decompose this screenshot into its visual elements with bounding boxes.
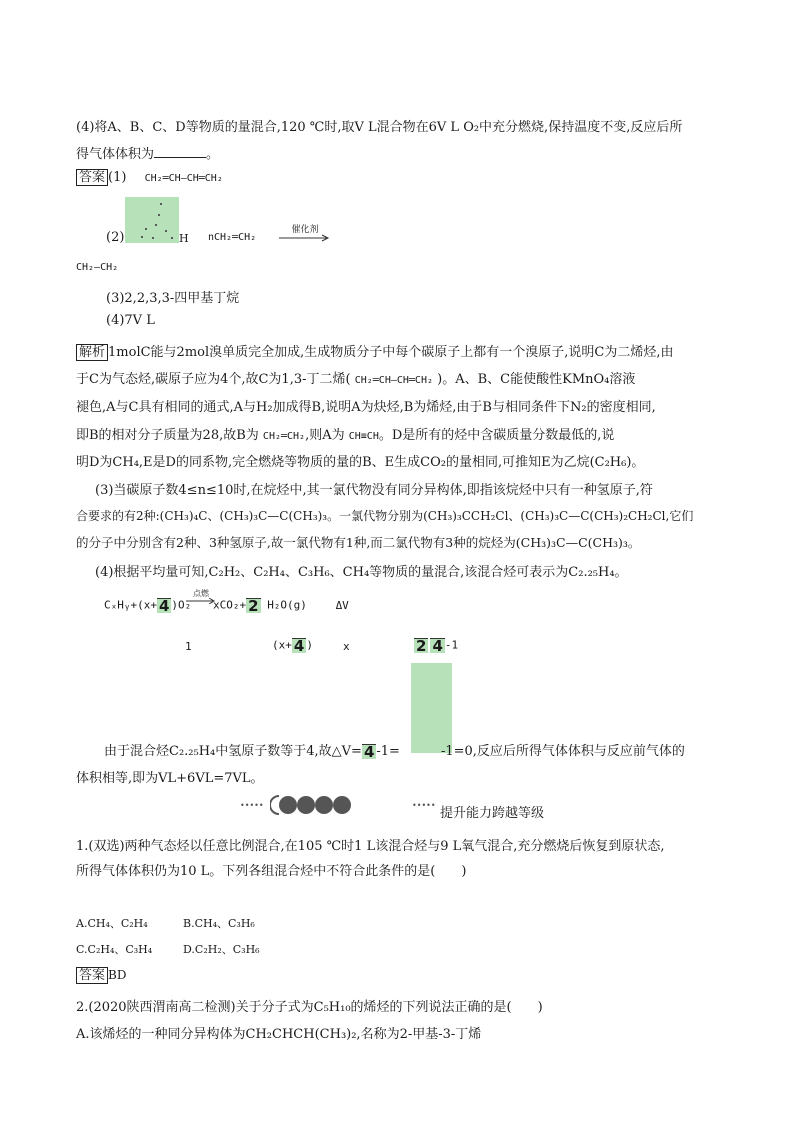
answer-2-product: CH₂—CH₂ <box>76 262 119 273</box>
q1-option-c[interactable]: C.C₂H₄、C₃H₄ <box>76 943 153 956</box>
q4-line1: (4)将A、B、C、D等物质的量混合,120 ℃时,取V L混合物在6V L O₂中充分燃烧,保持温度不变,反应后所 <box>76 120 683 135</box>
answer-row-1 <box>76 169 223 186</box>
answer-1-num: (1) <box>108 170 127 185</box>
highlight-structure <box>125 197 179 243</box>
answer-2-H: H <box>179 232 189 245</box>
section-decoration <box>270 794 352 816</box>
dot <box>155 224 157 226</box>
answer-2-reactant: nCH₂═CH₂ <box>208 232 257 243</box>
q1-line-2: 所得气体体积仍为10 L。下列各组混合烃中不符合此条件的是( ) <box>76 864 467 879</box>
answer-1-formula: CH₂═CH—CH═CH₂ <box>144 173 223 184</box>
section-title: 提升能力跨越等级 <box>440 806 545 821</box>
dot <box>171 237 173 239</box>
p5-mid: -1= <box>376 744 400 759</box>
row2-o2-a: (x+ <box>272 638 292 652</box>
analysis-line-1 <box>76 341 673 361</box>
q1-option-b[interactable]: B.CH₄、C₃H₆ <box>183 917 255 930</box>
analysis-p3-line-1: (3)当碳原子数4≤n≤10时,在烷烃中,其一氯代物没有同分异构体,即指该烷烃中只有一种氢原子,符 <box>95 483 653 498</box>
eq-fraction-highlight: 4 <box>158 597 170 615</box>
answer-blank <box>154 145 206 158</box>
row2-dv-c: -1 <box>444 638 459 652</box>
q4-line2 <box>76 143 219 162</box>
ignite-label: 点燃 <box>193 589 209 598</box>
answer-2-num: (2) <box>106 230 125 245</box>
reaction-arrow <box>279 234 331 242</box>
analysis-line-5: 明D为CH₄,E是D的同系物,完全燃烧等物质的量的B、E生成CO₂的量相同,可推知E为乙烷(C₂H₆)。 <box>76 455 645 470</box>
row2-dv-frac-a: 2 <box>416 637 427 655</box>
q1-line-1: 1.(双选)两种气态烃以任意比例混合,在105 ℃时1 L该混合烃与9 L氧气混合,充分燃烧后恢复到原状态, <box>76 839 665 854</box>
analysis-line-2 <box>76 368 635 387</box>
ethene-formula: CH₂═CH₂ <box>262 431 306 442</box>
row2-o2 <box>272 638 313 653</box>
eq-mid: xCO₂+ <box>213 598 247 612</box>
q4-line2-end: 。 <box>206 147 220 162</box>
q1-answer-label: 答案 <box>76 967 108 984</box>
dot <box>145 228 147 230</box>
p5-end: -1=0,反应后所得气体体积与反应前气体的 <box>440 744 685 759</box>
analysis-p1-b: 于C为气态烃,碳原子应为4个,故C为1,3-丁二烯( <box>76 372 351 387</box>
q1-option-a[interactable]: A.CH₄、C₂H₄ <box>76 917 148 930</box>
row2-dv-frac-b: 4 <box>432 637 443 655</box>
row2-dv <box>414 638 458 653</box>
dot <box>141 236 143 238</box>
equation <box>104 598 191 613</box>
analysis-p1-d-end: 。D是所有的烃中含碳质量分数最低的,说 <box>378 428 615 443</box>
dot <box>152 237 154 239</box>
q2-option-a[interactable]: A.该烯烃的一种同分异构体为CH₂CHCH(CH₃)₂,名称为2-甲基-3-丁烯 <box>76 1027 482 1042</box>
q4-line2-text: 得气体体积为 <box>76 147 155 162</box>
answer-4: (4)7V L <box>106 313 155 328</box>
dot <box>160 203 162 205</box>
section-dots-right: ••••• <box>412 801 436 810</box>
row2-one: 1 <box>185 640 192 653</box>
row2-o2-fraction: 4 <box>293 637 305 655</box>
analysis-p1-a: 1molC能与2mol溴单质完全加成,生成物质分子中每个碳原子上都有一个溴原子,说明C为二烯烃,由 <box>108 345 674 360</box>
analysis-p3-line-2: 合要求的有2种:(CH₃)₄C、(CH₃)₃C—C(CH₃)₃。一氯代物分别为(CH₃)₃CCH₂Cl、(CH₃)₃C—C(CH₃)₂CH₂Cl,它们 <box>76 509 694 523</box>
dot <box>158 214 160 216</box>
analysis-p1-d-mid: ,则A为 <box>305 428 345 443</box>
analysis-p3-line-3: 的分子中分别含有2种、3种氢原子,故一氯代物有1种,而二氯代物有3种的烷烃为(CH₃)₃C—C(CH₃)₃。 <box>76 535 641 550</box>
analysis-p1-b-end: )。A、B、C能使酸性KMnO₄溶液 <box>437 372 636 387</box>
p5-fraction: 4 <box>363 743 375 761</box>
eq-delta-v: ΔV <box>335 598 349 612</box>
eq-left: CₓHᵧ+(x+ <box>104 598 157 612</box>
row2-x: x <box>343 640 350 653</box>
ignite-arrow <box>186 598 216 604</box>
q1-answer-value: BD <box>108 968 127 982</box>
eq-right-part <box>213 598 349 613</box>
answer-3: (3)2,2,3,3-四甲基丁烷 <box>106 291 240 306</box>
analysis-p5-line-1 <box>104 740 685 759</box>
eq-water: H₂O(g) <box>267 598 307 612</box>
answer-label: 答案 <box>76 169 108 186</box>
analysis-line-3: 褪色,A与C具有相同的通式,A与H₂加成得B,说明A为炔烃,B为烯烃,由于B与相同条件下N₂的密度相同, <box>76 400 656 415</box>
p5-a: 由于混合烃C₂.₂₅H₄中氢原子数等于4,故△V= <box>104 744 362 759</box>
analysis-p1-d-start: 即B的相对分子质量为28,故B为 <box>76 428 259 443</box>
analysis-p5-line-2: 体积相等,即为VL+6VL=7VL。 <box>76 771 264 786</box>
eq-fraction2-highlight: 2 <box>248 597 259 615</box>
analysis-line-4 <box>76 424 614 443</box>
analysis-label: 解析 <box>76 344 108 361</box>
ethyne-formula: CH≡CH <box>348 431 379 442</box>
eq-o2: )O₂ <box>171 598 192 612</box>
row2-o2-c: ) <box>306 638 313 652</box>
q1-answer <box>76 967 126 984</box>
section-dots-left: ••••• <box>240 801 264 810</box>
dot <box>165 230 167 232</box>
catalyst-label: 催化剂 <box>291 225 319 235</box>
analysis-p4-line-1: (4)根据平均量可知,C₂H₂、C₂H₄、C₃H₆、CH₄等物质的量混合,该混合烃可表示为C₂.₂₅H₄。 <box>95 565 628 580</box>
q1-option-d[interactable]: D.C₂H₂、C₃H₆ <box>183 943 260 956</box>
butadiene-formula: CH₂═CH—CH═CH₂ <box>354 375 433 386</box>
q2-line-1: 2.(2020陕西渭南高二检测)关于分子式为C₅H₁₀的烯烃的下列说法正确的是( ) <box>76 1000 543 1015</box>
